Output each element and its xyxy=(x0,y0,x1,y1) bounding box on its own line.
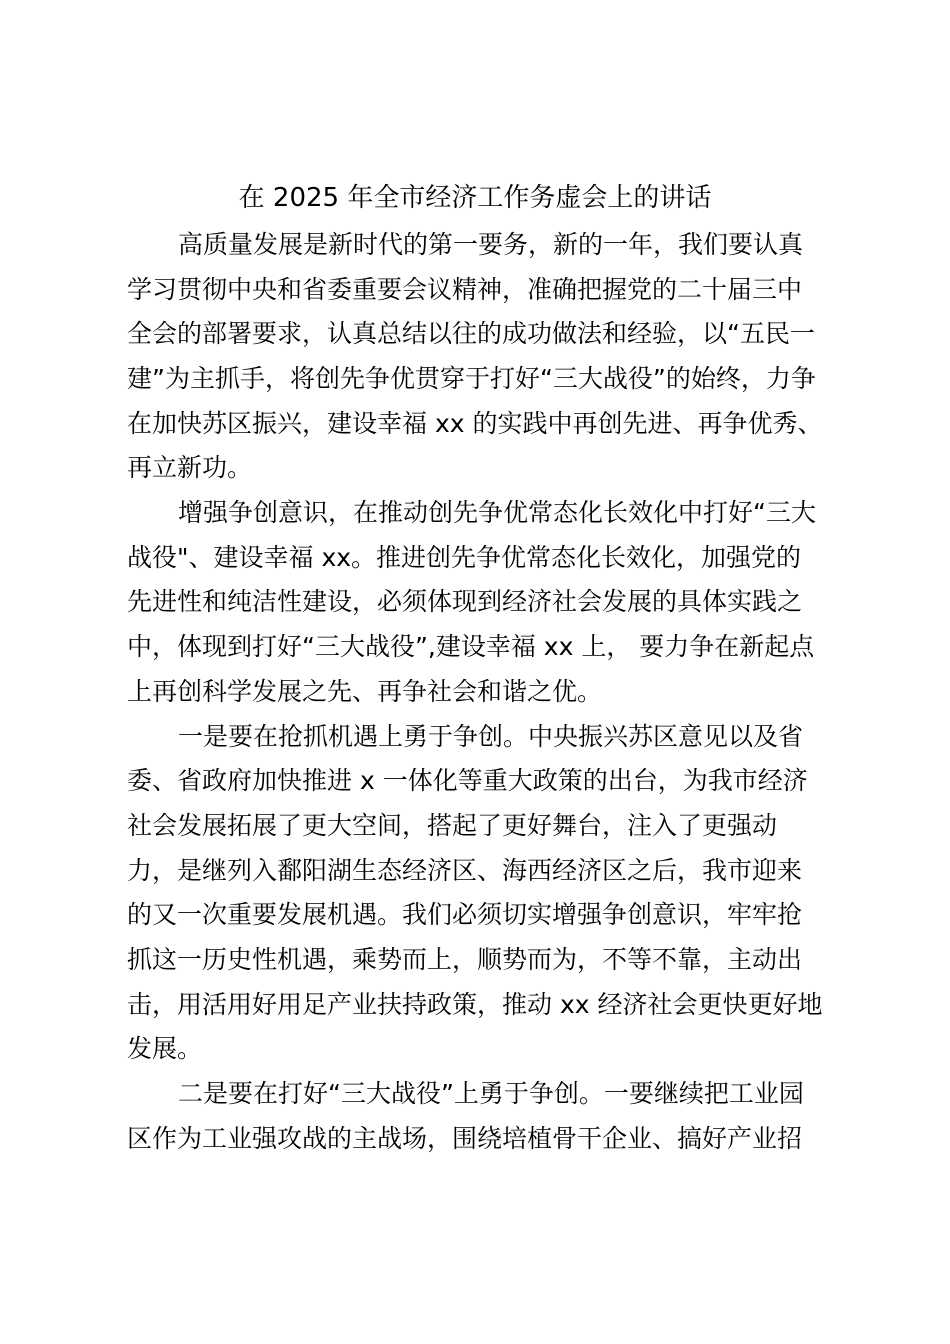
paragraph-line: 中，体现到打好“三大战役”,建设幸福 xx 上， 要力争在新起点 xyxy=(127,632,815,661)
paragraph-line: 建”为主抓手，将创先争优贯穿于打好“三大战役”的始终，力争 xyxy=(127,364,816,393)
paragraph-line: 学习贯彻中央和省委重要会议精神，准确把握党的二十届三中 xyxy=(127,275,803,304)
paragraph-line: 上再创科学发展之先、再争社会和谐之优。 xyxy=(127,677,603,706)
paragraph-line: 二是要在打好“三大战役”上勇于争创。一要继续把工业园 xyxy=(178,1079,804,1108)
paragraph-line: 一是要在抢抓机遇上勇于争创。中央振兴苏区意见以及省 xyxy=(178,722,804,751)
paragraph-line: 区作为工业强攻战的主战场，围绕培植骨干企业、搞好产业招 xyxy=(127,1124,803,1153)
document-title: 在 2025 年全市经济工作务虚会上的讲话 xyxy=(238,183,712,213)
paragraph-line: 抓这一历史性机遇，乘势而上，顺势而为，不等不靠，主动出 xyxy=(127,945,803,974)
paragraph-line: 全会的部署要求，认真总结以往的成功做法和经验，以“五民一 xyxy=(127,319,815,348)
paragraph-line: 社会发展拓展了更大空间，搭起了更好舞台，注入了更强动 xyxy=(127,811,778,840)
paragraph-line: 发展。 xyxy=(127,1034,203,1063)
paragraph-line: 在加快苏区振兴，建设幸福 xx 的实践中再创先进、再争优秀、 xyxy=(127,409,823,438)
paragraph-line: 力，是继列入鄱阳湖生态经济区、海西经济区之后，我市迎来 xyxy=(127,856,803,885)
paragraph-line: 增强争创意识，在推动创先争优常态化长效化中打好“三大 xyxy=(178,498,816,527)
paragraph-line: 的又一次重要发展机遇。我们必须切实增强争创意识，牢牢抢 xyxy=(127,900,803,929)
paragraph-line: 先进性和纯洁性建设，必须体现到经济社会发展的具体实践之 xyxy=(127,587,803,616)
paragraph-line: 再立新功。 xyxy=(127,453,253,482)
paragraph-line: 委、省政府加快推进 x 一体化等重大政策的出台，为我市经济 xyxy=(127,766,808,795)
paragraph-line: 战役"、建设幸福 xx。推进创先争优常态化长效化，加强党的 xyxy=(127,543,802,572)
paragraph-line: 击，用活用好用足产业扶持政策，推动 xx 经济社会更快更好地 xyxy=(127,990,823,1019)
paragraph-line: 高质量发展是新时代的第一要务，新的一年，我们要认真 xyxy=(178,230,804,259)
